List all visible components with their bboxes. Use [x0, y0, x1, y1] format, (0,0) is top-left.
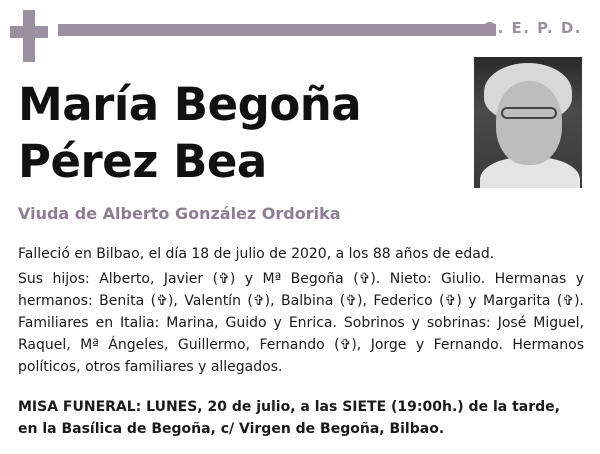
death-notice-text: Falleció en Bilbao, el día 18 de julio de 2020, a los 88 años de edad.	[18, 246, 495, 262]
header-rule	[58, 24, 496, 36]
funeral-mass-text: MISA FUNERAL: LUNES, 20 de julio, a las SIETE (19:00h.) de la tarde, en la Basílica de Begoña, c/ Virgen de Begoña, Bilbao.	[18, 399, 560, 437]
portrait-photo	[474, 57, 582, 188]
widow-of-line: Viuda de Alberto González Ordorika	[18, 204, 341, 223]
deceased-name-line2: Pérez Bea	[18, 135, 267, 188]
qepd-label: Q. E. P. D.	[483, 19, 582, 37]
cross-icon	[10, 10, 48, 62]
deceased-name-line1: María Begoña	[18, 78, 362, 131]
family-text: Sus hijos: Alberto, Javier (✞) y Mª Begoña (✞). Nieto: Giulio. Hermanas y hermanos: Benita (✞), Valentín (✞), Balbina (✞), Federico (✞) y Margarita (✞). Familiares en Italia: Marina, Guido y Enrica. Sobrinos y sobrinas: José Miguel, Raquel, Mª Ángeles, Guillermo, Fernando (✞), Jorge y Fernando. Hermanos políticos, otros familiares y allegados.	[18, 271, 584, 375]
